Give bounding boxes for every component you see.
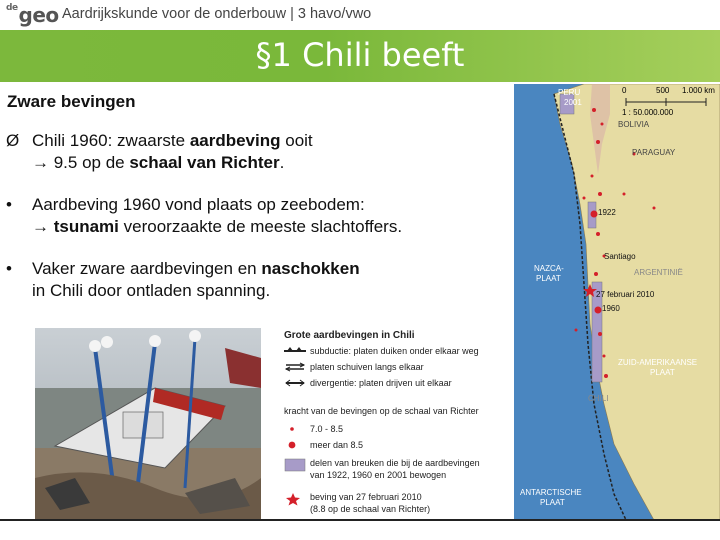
bullet-list [6, 130, 506, 322]
bullet-item-3 [6, 258, 506, 302]
subduction-line-icon [284, 346, 306, 356]
footer-rule [0, 519, 720, 521]
map-graphic [514, 84, 720, 520]
slide-header [0, 0, 720, 30]
bullet3-line1: Vaker zware aardbevingen en naschokken [32, 259, 360, 278]
label-south-american-2: PLAAT [650, 368, 675, 377]
scale-label-1000: 1.000 km [682, 86, 715, 95]
label-antarctic-2: PLAAT [540, 498, 565, 507]
geo-logo [6, 3, 59, 27]
label-1922: 1922 [598, 208, 616, 217]
bullet3-line2: in Chili door ontladen spanning. [32, 281, 271, 300]
legend-row-subduction: subductie: platen duiken onder elkaar weg [284, 346, 306, 358]
legend-row-divergence: divergentie: platen drijven uit elkaar [284, 378, 306, 390]
bullet-item-2 [6, 194, 506, 238]
logo-superscript: de [6, 3, 18, 13]
label-bolivia: BOLIVIA [618, 120, 650, 129]
label-south-american-1: ZUID-AMERIKAANSE [618, 358, 698, 367]
legend-row-faults: delen van breuken die bij de aardbevingen [284, 458, 306, 470]
bullet2-line1: Aardbeving 1960 vond plaats op zeebodem: [32, 195, 365, 214]
label-27-feb-2010: 27 februari 2010 [596, 290, 655, 299]
scale-ratio: 1 : 50.000.000 [622, 108, 674, 117]
label-argentinie: ARGENTINIË [634, 268, 683, 277]
label-santiago: Santiago [604, 252, 636, 261]
label-nazca-2: PLAAT [536, 274, 561, 283]
scale-label-0: 0 [622, 86, 627, 95]
right-arrow-icon: → [32, 217, 49, 236]
bullet-dot-icon: • [6, 195, 12, 214]
label-1960: 1960 [602, 304, 620, 313]
legend-row-transform: platen schuiven langs elkaar [284, 362, 306, 374]
label-nazca-1: NAZCA- [534, 264, 564, 273]
label-peru: PERU [558, 88, 581, 97]
arrow-bullet-icon: Ø [6, 131, 20, 150]
bullet-dot-icon: • [6, 259, 12, 278]
logo-text: geo [18, 3, 59, 27]
divergence-arrows-icon [284, 378, 306, 388]
section-subheading: Zware bevingen [7, 92, 136, 111]
legend-row-large-quake: meer dan 8.5 [284, 440, 306, 452]
tsunami-damage-photo [35, 328, 261, 520]
bullet1-line1: Chili 1960: zwaarste aardbeving ooit [32, 131, 313, 150]
map-legend: Grote aardbevingen in Chili subductie: platen duiken onder elkaar weg platen schuiven langs elkaar divergentie: platen drijven uit elkaar kracht van de bevingen op de schaal van Richter 7.0 - 8.5 meer dan 8.5 delen van breuken die bij de aardbevingen van 1922, 1960 en 2001 bewogen beving van 27 februari 2010 (8.8 op de schaal van Richter) [284, 330, 480, 514]
header-title: Aardrijkskunde voor de onderbouw | 3 havo/vwo [62, 6, 372, 22]
bullet1-line2: → 9.5 op de schaal van Richter. [32, 153, 285, 172]
bullet2-line2: → tsunami veroorzaakte de meeste slachtoffers. [32, 217, 403, 236]
chile-earthquake-map [514, 84, 720, 520]
legend-title: Grote aardbevingen in Chili [284, 330, 415, 341]
legend-row-small-quake: 7.0 - 8.5 [284, 424, 306, 436]
slide-title: §1 Chili beeft [255, 36, 465, 74]
large-dot-icon [284, 440, 306, 450]
label-chili: CHILI [588, 394, 609, 403]
bullet-item-1 [6, 130, 506, 174]
label-antarctic-1: ANTARCTISCHE [520, 488, 582, 497]
small-dot-icon [284, 424, 306, 434]
fault-zone-swatch-icon [284, 458, 306, 472]
right-arrow-icon: → [32, 153, 49, 172]
title-banner [0, 30, 720, 82]
label-paraguay: PARAGUAY [632, 148, 676, 157]
scale-label-500: 500 [656, 86, 670, 95]
red-star-icon [284, 492, 306, 506]
legend-row-2010-quake: beving van 27 februari 2010 [284, 492, 306, 504]
transform-arrows-icon [284, 362, 306, 372]
label-2001: 2001 [564, 98, 582, 107]
